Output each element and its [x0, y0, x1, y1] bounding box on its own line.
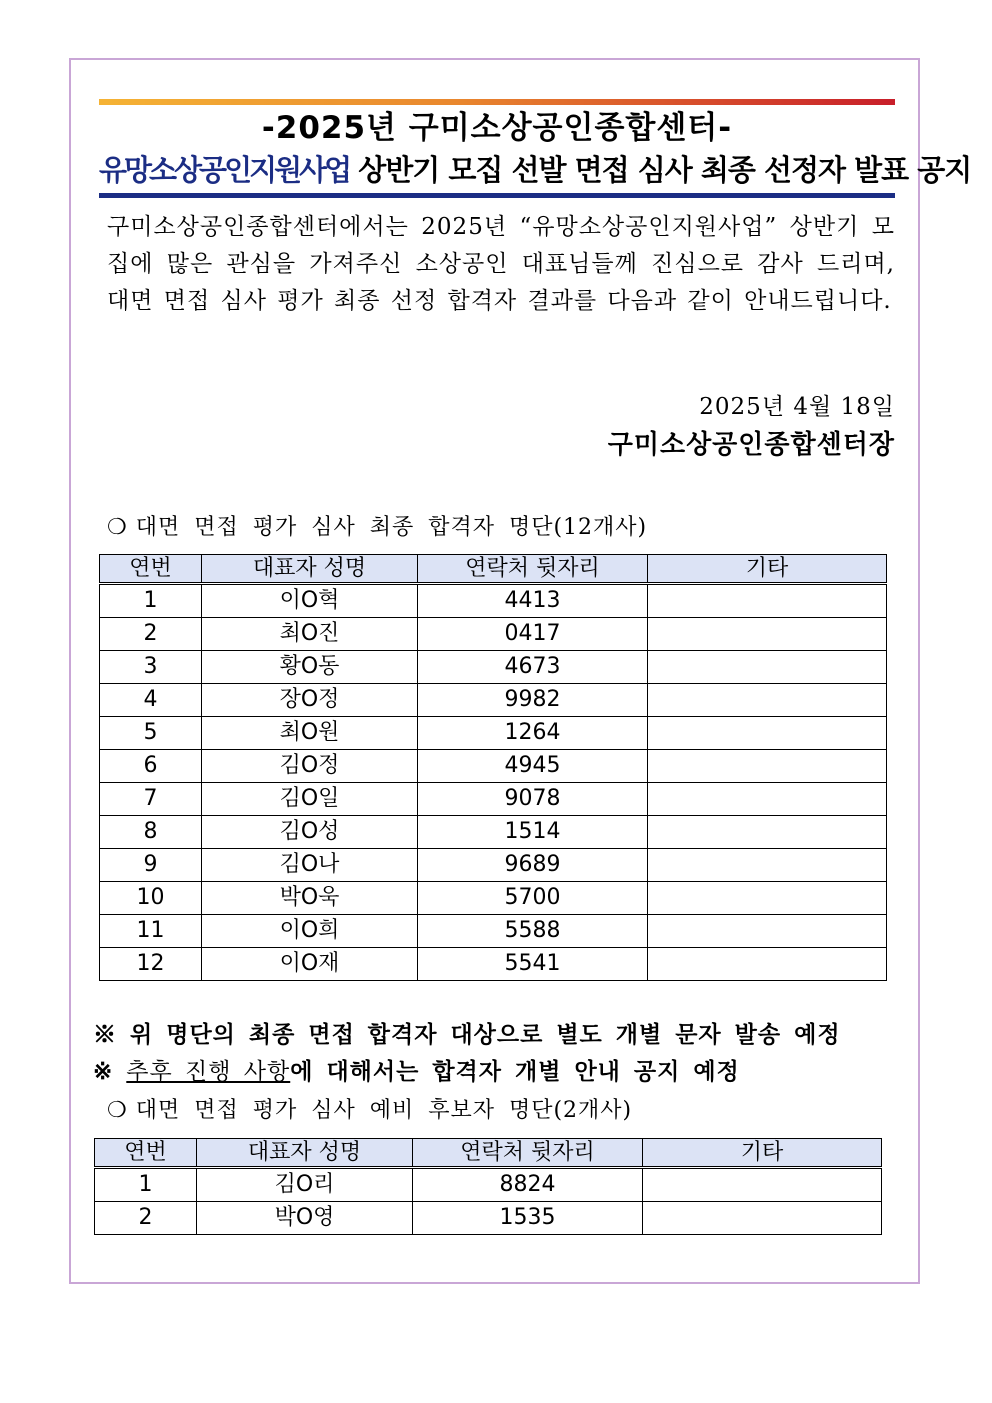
cell-name: 황O동 [202, 651, 418, 684]
cell-etc [648, 849, 887, 882]
table-row [100, 783, 887, 816]
section-final-title: 대면 면접 평가 심사 최종 합격자 명단(12개사) [135, 515, 648, 540]
cell-name: 이O혁 [202, 584, 418, 618]
cell-name: 박O욱 [202, 882, 418, 915]
cell-no: 2 [100, 618, 202, 651]
notice-signer: 구미소상공인종합센터장 [607, 430, 895, 460]
cell-etc [648, 915, 887, 948]
cell-etc [648, 816, 887, 849]
cell-phone: 1514 [418, 816, 648, 849]
cell-no: 1 [100, 584, 202, 618]
col-header-phone: 연락처 뒷자리 [418, 555, 648, 584]
col-header-etc: 기타 [648, 555, 887, 584]
cell-no: 4 [100, 684, 202, 717]
cell-etc [648, 717, 887, 750]
cell-phone: 8824 [413, 1168, 643, 1202]
cell-no: 9 [100, 849, 202, 882]
cell-phone: 5700 [418, 882, 648, 915]
intro-paragraph: 구미소상공인종합센터에서는 2025년 “유망소상공인지원사업” 상반기 모집에 많은 관심을 가져주신 소상공인 대표님들께 진심으로 감사 드리며, 대면 면접 심사 평가 최종 선정 합격자 결과를 다음과 같이 안내드립니다. [107, 214, 895, 314]
title-underline-bar [99, 193, 895, 198]
top-gradient-bar [99, 99, 895, 105]
cell-no: 1 [95, 1168, 197, 1202]
table-header-row [95, 1139, 882, 1168]
col-header-no: 연번 [95, 1139, 197, 1168]
table-row [100, 816, 887, 849]
reserve-list-table [94, 1138, 882, 1235]
cell-no: 3 [100, 651, 202, 684]
cell-name: 박O영 [197, 1202, 413, 1235]
table-header-row [100, 555, 887, 584]
table-row [95, 1202, 882, 1235]
cell-etc [648, 584, 887, 618]
cell-name: 김O나 [202, 849, 418, 882]
cell-name: 김O일 [202, 783, 418, 816]
notice-date: 2025년 4월 18일 [699, 394, 895, 420]
cell-name: 김O성 [202, 816, 418, 849]
table-row [100, 948, 887, 981]
title-line-1: -2025년 구미소상공인종합센터- [261, 110, 733, 146]
table-row [95, 1168, 882, 1202]
table-row [100, 618, 887, 651]
cell-phone: 4673 [418, 651, 648, 684]
cell-no: 12 [100, 948, 202, 981]
table-row [100, 717, 887, 750]
cell-phone: 9982 [418, 684, 648, 717]
cell-name: 이O재 [202, 948, 418, 981]
title-rest: 상반기 모집 선발 면접 심사 최종 선정자 발표 공지 [349, 153, 972, 187]
table-row [100, 849, 887, 882]
cell-phone: 9078 [418, 783, 648, 816]
cell-name: 이O희 [202, 915, 418, 948]
col-header-no: 연번 [100, 555, 202, 584]
note-2 [93, 1053, 740, 1086]
title-line-2 [99, 148, 972, 192]
circle-bullet-icon: ❍ [107, 515, 128, 540]
cell-no: 5 [100, 717, 202, 750]
table-row [100, 584, 887, 618]
cell-phone: 4413 [418, 584, 648, 618]
title-highlight: 유망소상공인지원사업 [99, 153, 350, 187]
circle-bullet-icon: ❍ [107, 1098, 128, 1123]
section-reserve-heading [107, 1093, 632, 1124]
cell-phone: 1264 [418, 717, 648, 750]
note-1-text: 위 명단의 최종 면접 합격자 대상으로 별도 개별 문자 발송 예정 [130, 1021, 841, 1048]
section-final-heading [107, 510, 647, 541]
cell-etc [648, 684, 887, 717]
cell-etc [648, 783, 887, 816]
col-header-phone: 연락처 뒷자리 [413, 1139, 643, 1168]
cell-name: 최O진 [202, 618, 418, 651]
final-list-table [99, 554, 887, 981]
cell-phone: 0417 [418, 618, 648, 651]
cell-phone: 4945 [418, 750, 648, 783]
cell-no: 7 [100, 783, 202, 816]
cell-phone: 1535 [413, 1202, 643, 1235]
note-2-text: 에 대해서는 합격자 개별 안내 공지 예정 [290, 1058, 740, 1085]
cell-no: 10 [100, 882, 202, 915]
cell-name: 최O원 [202, 717, 418, 750]
reference-mark-icon: ※ [93, 1021, 117, 1048]
cell-no: 11 [100, 915, 202, 948]
cell-etc [648, 948, 887, 981]
table-row [100, 684, 887, 717]
cell-no: 8 [100, 816, 202, 849]
table-row [100, 750, 887, 783]
cell-no: 2 [95, 1202, 197, 1235]
cell-etc [648, 618, 887, 651]
cell-name: 김O리 [197, 1168, 413, 1202]
cell-phone: 9689 [418, 849, 648, 882]
cell-etc [643, 1202, 882, 1235]
cell-phone: 5588 [418, 915, 648, 948]
cell-etc [648, 750, 887, 783]
cell-etc [648, 651, 887, 684]
col-header-etc: 기타 [643, 1139, 882, 1168]
cell-name: 김O정 [202, 750, 418, 783]
note-1 [93, 1016, 841, 1049]
cell-etc [643, 1168, 882, 1202]
note-2-underlined: 추후 진행 사항 [126, 1059, 291, 1085]
table-row [100, 915, 887, 948]
section-reserve-title: 대면 면접 평가 심사 예비 후보자 명단(2개사) [135, 1098, 633, 1123]
cell-no: 6 [100, 750, 202, 783]
cell-name: 장O정 [202, 684, 418, 717]
cell-etc [648, 882, 887, 915]
cell-phone: 5541 [418, 948, 648, 981]
col-header-name: 대표자 성명 [202, 555, 418, 584]
reference-mark-icon: ※ [93, 1058, 114, 1085]
col-header-name: 대표자 성명 [197, 1139, 413, 1168]
table-row [100, 651, 887, 684]
table-row [100, 882, 887, 915]
